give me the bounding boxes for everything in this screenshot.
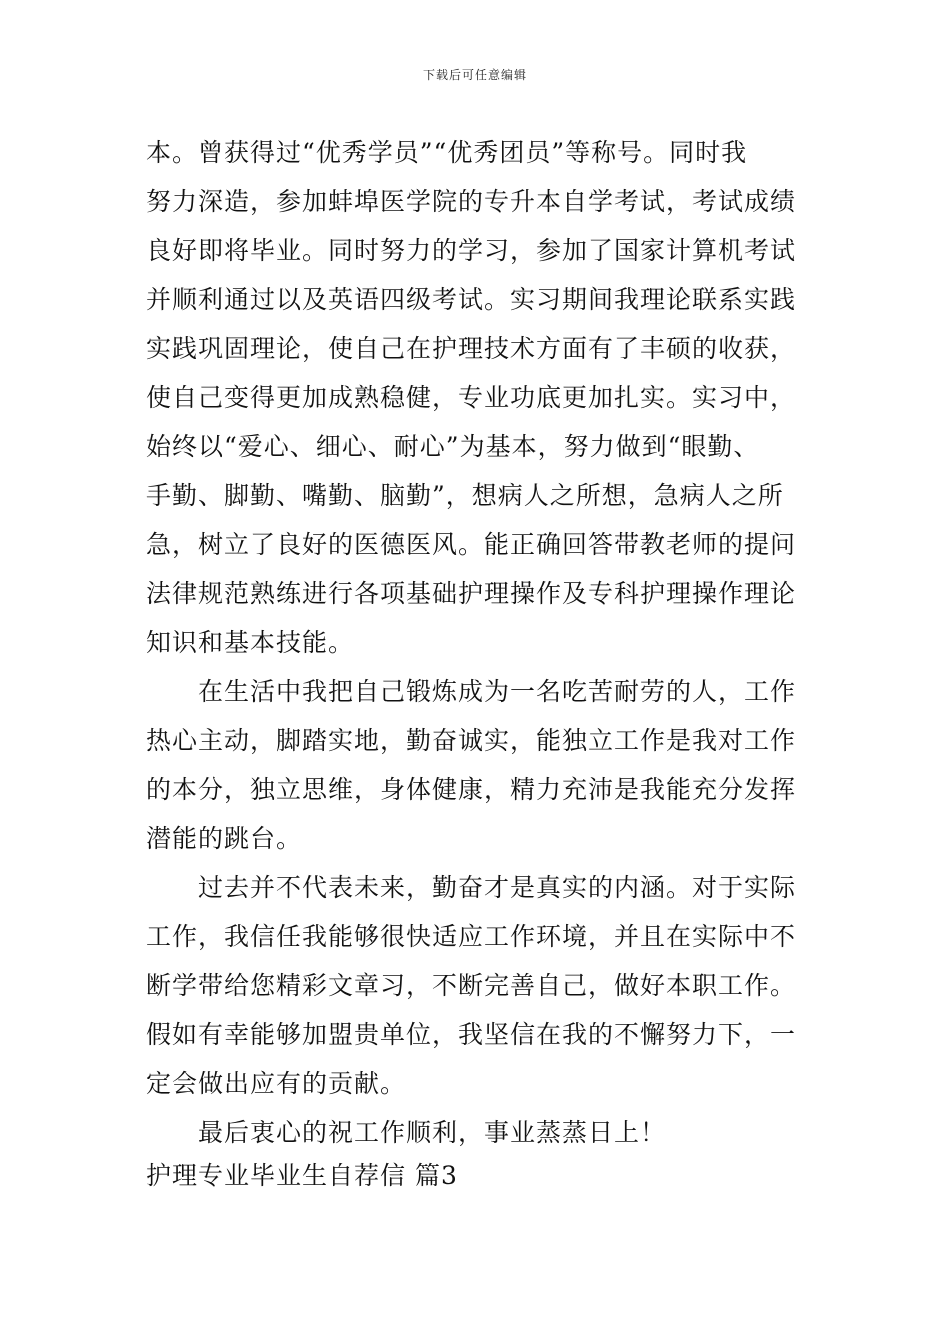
paragraph-3: [146, 863, 806, 1108]
paragraph-1: [146, 128, 806, 667]
header-note: 下载后可任意编辑: [422, 68, 527, 82]
text-line: 假如有幸能够加盟贵单位，我坚信在我的不懈努力下，一: [146, 1020, 797, 1049]
text-line: 断学带给您精彩文章习，不断完善自己，做好本职工作。: [146, 971, 797, 1000]
text-line: 定会做出应有的贡献。: [146, 1069, 407, 1098]
text-line: 最后衷心的祝工作顺利，事业蒸蒸日上！: [198, 1118, 667, 1147]
text-line: 的本分，独立思维，身体健康，精力充沛是我能充分发挥: [146, 775, 797, 804]
text-line: 手勤、脚勤、嘴勤、脑勤”，想病人之所想，急病人之所: [146, 481, 784, 510]
text-line: 努力深造，参加蚌埠医学院的专升本自学考试，考试成绩: [146, 187, 797, 216]
section-title: 护理专业毕业生自荐信 篇3: [146, 1161, 458, 1190]
text-line: 本。曾获得过“优秀学员”“优秀团员”等称号。同时我: [146, 138, 748, 167]
text-line: 使自己变得更加成熟稳健，专业功底更加扎实。实习中，: [146, 383, 797, 412]
text-line: 并顺利通过以及英语四级考试。实习期间我理论联系实践: [146, 285, 797, 314]
paragraph-2: [146, 667, 806, 863]
text-line: 急，树立了良好的医德医风。能正确回答带教老师的提问: [146, 530, 797, 559]
paragraph-4: [146, 1108, 806, 1157]
text-line: 热心主动，脚踏实地，勤奋诚实，能独立工作是我对工作: [146, 726, 797, 755]
text-line: 工作，我信任我能够很快适应工作环境，并且在实际中不: [146, 922, 797, 951]
body-text: [146, 128, 806, 1195]
text-line: 在生活中我把自己锻炼成为一名吃苦耐劳的人，工作: [198, 677, 797, 706]
text-line: 良好即将毕业。同时努力的学习，参加了国家计算机考试: [146, 236, 797, 265]
text-line: 法律规范熟练进行各项基础护理操作及专科护理操作理论: [146, 579, 797, 608]
text-line: 潜能的跳台。: [146, 824, 303, 853]
text-line: 始终以“爱心、细心、耐心”为基本，努力做到“眼勤、: [146, 432, 760, 461]
text-line: 实践巩固理论，使自己在护理技术方面有了丰硕的收获，: [146, 334, 797, 363]
text-line: 知识和基本技能。: [146, 628, 355, 657]
text-line: 过去并不代表未来，勤奋才是真实的内涵。对于实际: [198, 873, 797, 902]
